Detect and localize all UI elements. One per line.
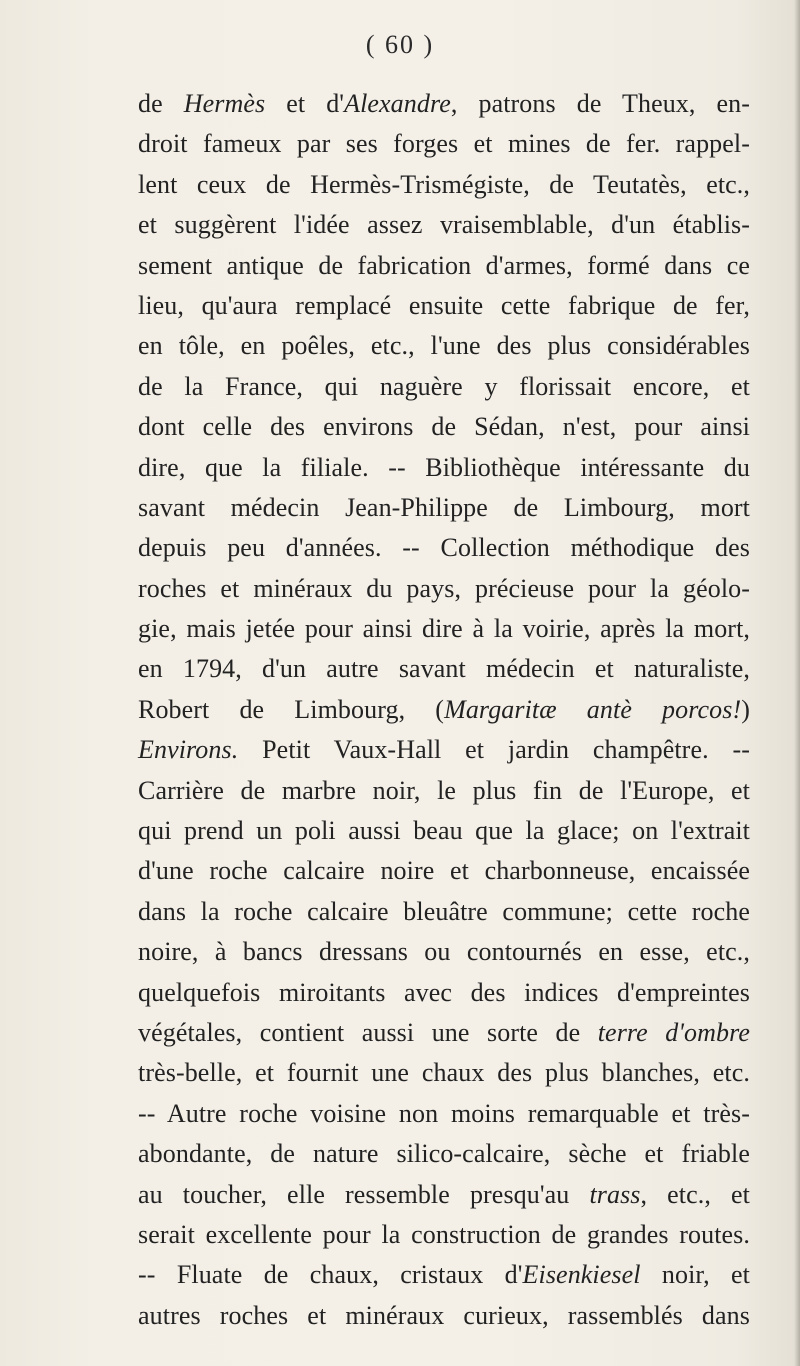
text-line	[138, 286, 750, 326]
text-line	[138, 811, 750, 851]
text-segment: -- Fluate de chaux, cristaux d'	[138, 1260, 523, 1290]
text-segment: roches et minéraux du pays, précieuse pour la géolo-	[138, 573, 750, 603]
text-line	[138, 932, 750, 972]
text-segment: serait excellente pour la construction de grandes routes.	[138, 1219, 750, 1249]
text-line	[138, 892, 750, 932]
text-line	[138, 528, 750, 568]
text-segment: dire, que la filiale. -- Bibliothèque intéressante du	[138, 452, 750, 482]
body-text	[138, 84, 750, 1336]
text-segment: noir, et	[640, 1260, 750, 1290]
italic-text: Environs.	[138, 735, 239, 765]
text-segment: au toucher, elle ressemble presqu'au	[138, 1179, 590, 1209]
text-segment: droit fameux par ses forges et mines de fer. rappel-	[138, 129, 750, 159]
text-line	[138, 448, 750, 488]
text-segment: d'une roche calcaire noire et charbonneuse, encaissée	[138, 856, 750, 886]
text-segment: très-belle, et fournit une chaux des plus blanches, etc.	[138, 1058, 750, 1088]
text-segment: )	[741, 694, 750, 724]
text-line	[138, 488, 750, 528]
text-segment: Petit Vaux-Hall et jardin champêtre. --	[238, 735, 750, 765]
text-segment: sement antique de fabrication d'armes, formé dans ce	[138, 250, 750, 280]
text-segment: de la France, qui naguère y florissait encore, et	[138, 371, 750, 401]
text-line	[138, 407, 750, 447]
italic-text: terre d'ombre	[597, 1017, 751, 1047]
text-line	[138, 1296, 750, 1336]
text-line	[138, 205, 750, 245]
text-line	[138, 1094, 750, 1134]
text-segment: gie, mais jetée pour ainsi dire à la voirie, après la mort,	[138, 614, 750, 644]
text-segment: végétales, contient aussi une sorte de	[138, 1017, 598, 1047]
text-line	[138, 690, 750, 730]
italic-text: trass	[589, 1179, 641, 1209]
text-line	[138, 730, 750, 770]
text-segment: dans la roche calcaire bleuâtre commune; cette roche	[138, 896, 750, 926]
text-segment: noire, à bancs dressans ou contournés en esse, etc.,	[138, 937, 750, 967]
text-segment: Robert de Limbourg, (	[138, 694, 445, 724]
text-line	[138, 649, 750, 689]
text-segment: , patrons de Theux, en-	[450, 89, 751, 118]
text-segment: -- Autre roche voisine non moins remarquable et très-	[138, 1098, 750, 1128]
text-segment: Carrière de marbre noir, le plus fin de l'Europe, et	[138, 775, 750, 805]
text-line	[138, 246, 750, 286]
text-line	[138, 84, 750, 124]
text-line	[138, 1215, 750, 1255]
text-line	[138, 1053, 750, 1093]
italic-text: Eisenkiesel	[522, 1260, 641, 1290]
text-segment: depuis peu d'années. -- Collection méthodique des	[138, 533, 750, 563]
text-line	[138, 124, 750, 164]
text-segment: qui prend un poli aussi beau que la glace; on l'extrait	[138, 816, 750, 846]
text-segment: de	[138, 89, 184, 118]
text-line	[138, 1134, 750, 1174]
text-line	[138, 771, 750, 811]
text-line	[138, 609, 750, 649]
text-line	[138, 165, 750, 205]
page-edge-shadow	[794, 0, 800, 1366]
text-segment: et d'	[265, 89, 345, 118]
text-segment: quelquefois miroitants avec des indices d'empreintes	[138, 977, 750, 1007]
text-line	[138, 1255, 750, 1295]
page-number: ( 60 )	[365, 30, 435, 59]
text-segment: lent ceux de Hermès-Trismégiste, de Teutatès, etc.,	[138, 169, 750, 199]
text-segment: autres roches et minéraux curieux, rassemblés dans	[138, 1300, 750, 1330]
text-line	[138, 851, 750, 891]
italic-text: Hermès	[183, 89, 266, 118]
text-line	[138, 973, 750, 1013]
text-segment: , etc., et	[640, 1179, 750, 1209]
text-segment: en 1794, d'un autre savant médecin et naturaliste,	[138, 654, 750, 684]
text-line	[138, 326, 750, 366]
text-segment: abondante, de nature silico-calcaire, sèche et friable	[138, 1139, 750, 1169]
text-segment: lieu, qu'aura remplacé ensuite cette fabrique de fer,	[138, 290, 750, 320]
text-segment: dont celle des environs de Sédan, n'est, pour ainsi	[138, 412, 750, 442]
text-segment: et suggèrent l'idée assez vraisemblable, d'un établis-	[138, 210, 750, 240]
text-segment: savant médecin Jean-Philippe de Limbourg, mort	[138, 492, 750, 522]
italic-text: Margaritæ antè porcos!	[444, 694, 742, 724]
italic-text: Alexandre	[344, 89, 451, 118]
text-line	[138, 1175, 750, 1215]
text-segment: en tôle, en poêles, etc., l'une des plus considérables	[138, 331, 750, 361]
text-line	[138, 569, 750, 609]
text-line	[138, 367, 750, 407]
text-line	[138, 1013, 750, 1053]
